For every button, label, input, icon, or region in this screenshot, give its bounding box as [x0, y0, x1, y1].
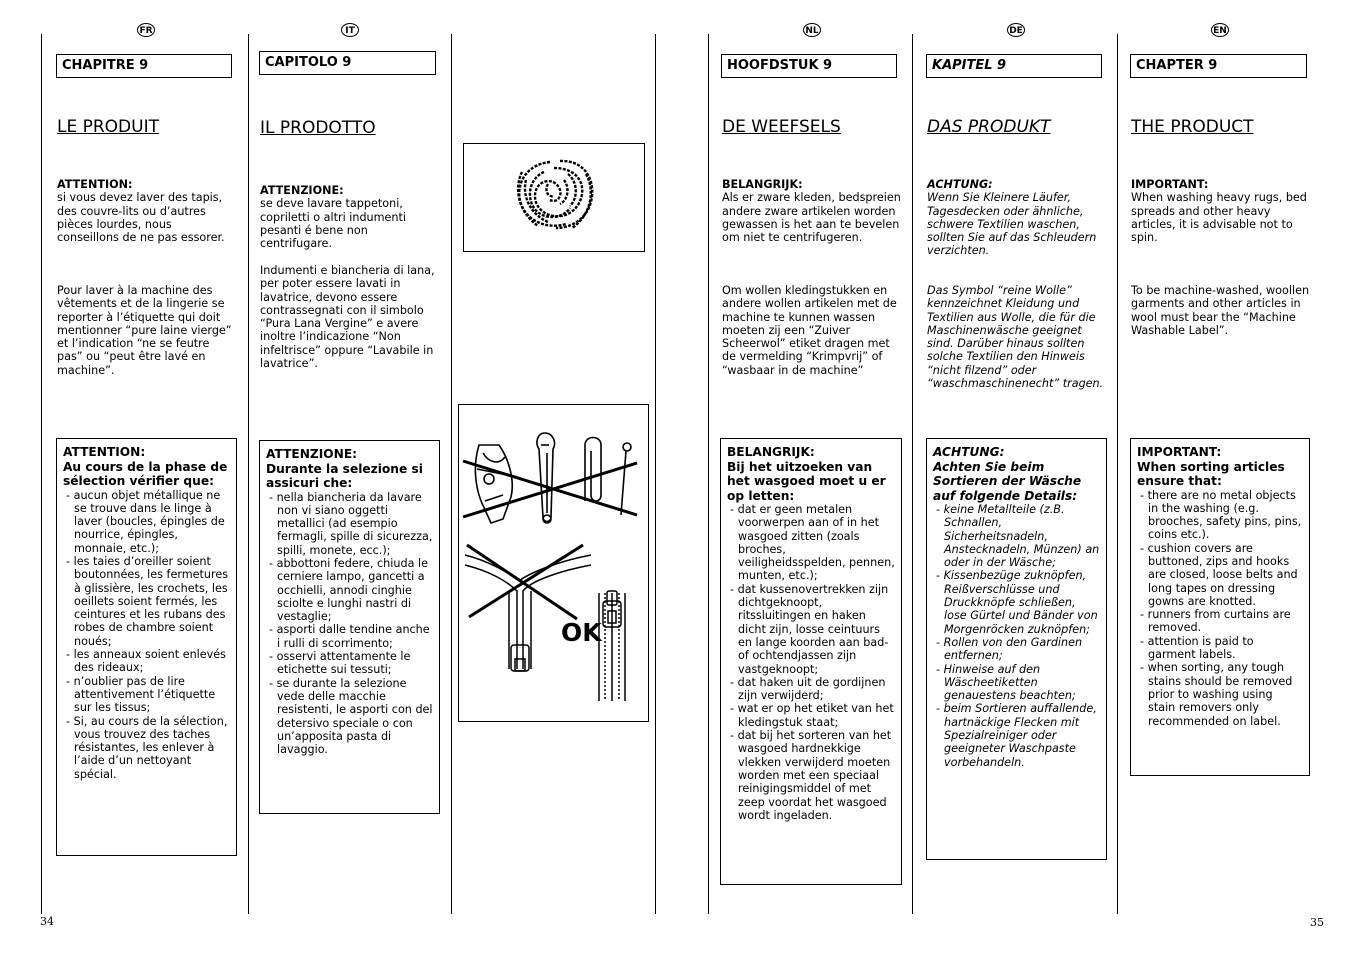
chapter-heading-fr: CHAPITRE 9 — [56, 54, 232, 78]
paperclip-icon — [585, 438, 601, 502]
page-number-left: 34 — [40, 915, 54, 928]
column-divider — [708, 34, 709, 914]
list-item: - cushion covers are buttoned, zips and hooks are closed, loose belts and long tapes on dressing gowns are knotted. — [1140, 541, 1298, 608]
chapter-heading-it: CAPITOLO 9 — [259, 51, 436, 75]
wool-mark-illustration — [463, 143, 645, 252]
list-item: - nella biancheria da lavare non vi siano oggetti metallici (ad esempio fermagli, spille di sicurezza, spilli, monete, ecc.); — [269, 490, 433, 557]
chapter-heading-de: KAPITEL 9 — [926, 54, 1102, 78]
list-item: - les taies d’oreiller soient boutonnées, les fermetures à glissière, les crochets, les oeillets soient fermés, les ceintures et les rubans des robes de chambre soient noués; — [66, 554, 229, 648]
language-badge-en: EN — [1211, 23, 1229, 37]
list-item: - aucun objet métallique ne se trouve dans le linge à laver (boucles, épingles de nourrice, épingles, monnaie, etc.); — [66, 488, 225, 555]
attention-note-de: ACHTUNG: Wenn Sie Kleinere Läufer, Tagesdecken oder ähnliche, schwere Textilien waschen, sollten Sie auf das Schleudern verzichten. — [927, 178, 1097, 258]
section-title-nl: DE WEEFSELS — [722, 117, 841, 137]
sorting-figure — [459, 405, 648, 721]
list-item: - n’oublier pas de lire attentivement l’étiquette sur les tissus; — [66, 674, 216, 715]
paragraph-it: Indumenti e biancheria di lana, per poter essere lavati in lavatrice, devono essere contrassegnati con il simbolo “Pura Lana Vergine” e avere inoltre l’indicazione “Non infeltrisce” oppure “Lavabile in lavatrice”. — [260, 264, 435, 371]
cross-out-line — [469, 545, 583, 617]
column-divider — [248, 34, 249, 914]
attention-note-fr: ATTENTION: si vous devez laver des tapis, des couvre-lits ou d’autres pièces lourdes, nous conseillons de ne pas essorer. — [57, 178, 225, 245]
list-item: - dat bij het sorteren van het wasgoed hardnekkige vlekken verwijderd moeten worden met een speciaal reinigingsmiddel of met zeep voordat het wasgoed wordt ingeladen. — [730, 729, 892, 822]
attention-note-en: IMPORTANT: When washing heavy rugs, bed spreads and other heavy articles, it is advisable not to spin. — [1131, 178, 1307, 245]
ok-label: OK — [561, 618, 602, 647]
language-badge-nl: NL — [803, 23, 821, 37]
language-badge-fr: FR — [137, 23, 155, 37]
list-item: - Kissenbezüge zuknöpfen, Reißverschlüsse und Druckknöpfe schließen, lose Gürtel und Bänder von Morgenröcken zuknöpfen; — [936, 569, 1098, 636]
column-divider — [41, 34, 42, 914]
list-item: - asporti dalle tendine anche i rulli di scorrimento; — [269, 623, 430, 650]
chapter-heading-nl: HOOFDSTUK 9 — [721, 54, 897, 78]
list-item: - Hinweise auf den Wäscheetiketten genauestens beachten; — [936, 662, 1076, 703]
zip-open-icon — [465, 555, 591, 671]
zip-closed-icon — [599, 591, 625, 701]
list-item: - attention is paid to garment labels. — [1140, 634, 1254, 662]
wool-mark-icon — [464, 144, 644, 251]
chapter-heading-en: CHAPTER 9 — [1130, 54, 1307, 78]
list-item: - wat er op het etiket van het kledingstuk staat; — [730, 702, 894, 729]
column-divider — [1117, 34, 1118, 914]
page-number-right: 35 — [1310, 916, 1324, 929]
attention-box-it: ATTENZIONE: Durante la selezione si assicuri che: - nella biancheria da lavare non vi siano oggetti metallici (ad esempio fermagli, spille di sicurezza, spilli, monete, ecc.); - abbottoni federe, chiuda le cerniere lampo, gancetti a occhielli, annodi cinghie sciolte e lunghi nastri di vestaglie; - asporti dalle tendine anche i rulli di scorrimento; - osservi attentamente le etichette sui tessuti; - se durante la selezione vede delle macchie resistenti, le asporti con del detersivo speciale o con un’apposita pasta di lavaggio. — [259, 440, 440, 814]
attention-note-it: ATTENZIONE: se deve lavare tappetoni, copriletti o altri indumenti pesanti é bene non centrifugare. — [260, 184, 407, 251]
list-item: - keine Metallteile (z.B. Schnallen, Sicherheitsnadeln, Anstecknadeln, Münzen) an oder in der Wäsche; — [936, 503, 1100, 570]
section-title-fr: LE PRODUIT — [57, 117, 159, 137]
attention-box-en: IMPORTANT: When sorting articles ensure that: - there are no metal objects in the washing (e.g. brooches, safety pins, pins, coins etc.). - cushion covers are buttoned, zips and hooks are closed, loose belts and long tapes on dressing gowns are knotted. - runners from curtains are removed. - attention is paid to garment labels. - when sorting, any tough stains should be removed prior to washing using stain removers only recommended on label. — [1130, 438, 1310, 776]
sorting-illustration — [458, 404, 649, 722]
list-item: - there are no metal objects in the washing (e.g. brooches, safety pins, pins, coins etc.). — [1140, 488, 1302, 542]
list-item: - Rollen von den Gardinen entfernen; — [936, 635, 1083, 663]
list-item: - les anneaux soient enlevés des rideaux; — [66, 648, 227, 675]
pin-icon — [621, 443, 631, 515]
list-item: - abbottoni federe, chiuda le cerniere lampo, gancetti a occhielli, annodi cinghie sciolte e lunghi nastri di vestaglie; — [269, 556, 428, 624]
attention-box-fr: ATTENTION: Au cours de la phase de sélection vérifier que: - aucun objet métallique ne se trouve dans le linge à laver (boucles, épingles de nourrice, épingles, monnaie, etc.); - les taies d’oreiller soient boutonnées, les fermetures à glissière, les crochets, les oeillets soient fermés, les ceintures et les rubans des robes de chambre soient noués; - les anneaux soient enlevés des rideaux; - n’oublier pas de lire attentivement l’étiquette sur les tissus; - Si, au cours de la sélection, vous trouvez des taches résistantes, les enlever à l’aide d’un nettoyant spécial. — [56, 438, 237, 856]
list-item: - se durante la selezione vede delle macchie resistenti, le asporti con del detersivo speciale o con un’apposita pasta di lavaggio. — [269, 676, 433, 757]
paragraph-de: Das Symbol “reine Wolle” kennzeichnet Kleidung und Textilien aus Wolle, die für die Maschinenwäsche geeignet sind. Darüber hinaus sollten solche Textilien den Hinweis “nicht filzend” oder “waschmaschinenecht” tragen. — [927, 284, 1104, 391]
list-item: - Si, au cours de la sélection, vous trouvez des taches résistantes, les enlever à l’aide d’un nettoyant spécial. — [66, 714, 228, 781]
paragraph-fr: Pour laver à la machine des vêtements et de la lingerie se reporter à l’étiquette qui doit mentionner “pure laine vierge” et l’indication “ne se feutre pas” ou “peut être lavé en machine”. — [57, 284, 232, 377]
language-badge-de: DE — [1007, 23, 1025, 37]
paragraph-nl: Om wollen kledingstukken en andere wollen artikelen met de machine te kunnen wassen moeten zij een “Zuiver Scheerwol” etiket dragen met de vermelding “Krimpvrij” of “wasbaar in de machine” — [722, 284, 897, 377]
list-item: - runners from curtains are removed. — [1140, 608, 1291, 635]
list-item: - osservi attentamente le etichette sui tessuti; — [269, 650, 411, 677]
column-divider — [451, 34, 452, 914]
cross-out-line — [463, 461, 637, 515]
column-divider — [912, 34, 913, 914]
list-item: - beim Sortieren auffallende, hartnäckige Flecken mit Spezialreiniger oder geeigneter Waschpaste vorbehandeln. — [936, 702, 1097, 769]
list-item: - dat haken uit de gordijnen zijn verwijderd; — [730, 675, 886, 703]
paragraph-en: To be machine-washed, woollen garments and other articles in wool must bear the “Machine Washable Label”. — [1131, 284, 1310, 337]
attention-box-de: ACHTUNG: Achten Sie beim Sortieren der Wäsche auf folgende Details: - keine Metallteile (z.B. Schnallen, Sicherheitsnadeln, Anstecknadeln, Münzen) an oder in der Wäsche; - Kissenbezüge zuknöpfen, Reißverschlüsse und Druckknöpfe schließen, lose Gürtel und Bänder von Morgenröcken zuknöpfen; - Rollen von den Gardinen entfernen; - Hinweise auf den Wäscheetiketten genauestens beachten; - beim Sortieren auffallende, hartnäckige Flecken mit Spezialreiniger oder geeigneter Waschpaste vorbehandeln. — [926, 438, 1107, 860]
list-item: - dat kussenovertrekken zijn dichtgeknoopt, ritssluitingen en haken dicht zijn, losse ceintuurs en lange koorden aan bad-of ochtendjassen zijn vastgeknoopt; — [730, 582, 889, 676]
language-badge-it: IT — [341, 23, 359, 37]
section-title-it: IL PRODOTTO — [260, 118, 376, 138]
attention-note-nl: BELANGRIJK: Als er zware kleden, bedspreien andere zware artikelen worden gewassen is het aan te bevelen om niet te centrifugeren. — [722, 178, 901, 245]
list-item: - dat er geen metalen voorwerpen aan of in het wasgoed zitten (zoals broches, veiligheidsspelden, pennen, munten, etc.); — [730, 503, 895, 583]
section-title-de: DAS PRODUKT — [927, 117, 1051, 137]
section-title-en: THE PRODUCT — [1131, 117, 1254, 137]
safety-pin-icon — [537, 433, 555, 523]
list-item: - when sorting, any tough stains should be removed prior to washing using stain removers only recommended on label. — [1140, 661, 1293, 728]
column-divider — [655, 34, 656, 914]
attention-box-nl: BELANGRIJK: Bij het uitzoeken van het wasgoed moet u er op letten: - dat er geen metalen voorwerpen aan of in het wasgoed zitten (zoals broches, veiligheidsspelden, pennen, munten, etc.); - dat kussenovertrekken zijn dichtgeknoopt, ritssluitingen en haken dicht zijn, losse ceintuurs en lange koorden aan bad-of ochtendjassen zijn vastgeknoopt; - dat haken uit de gordijnen zijn verwijderd; - wat er op het etiket van het kledingstuk staat; - dat bij het sorteren van het wasgoed hardnekkige vlekken verwijderd moeten worden met een speciaal reinigingsmiddel of met zeep voordat het wasgoed wordt ingeladen. — [720, 438, 902, 885]
